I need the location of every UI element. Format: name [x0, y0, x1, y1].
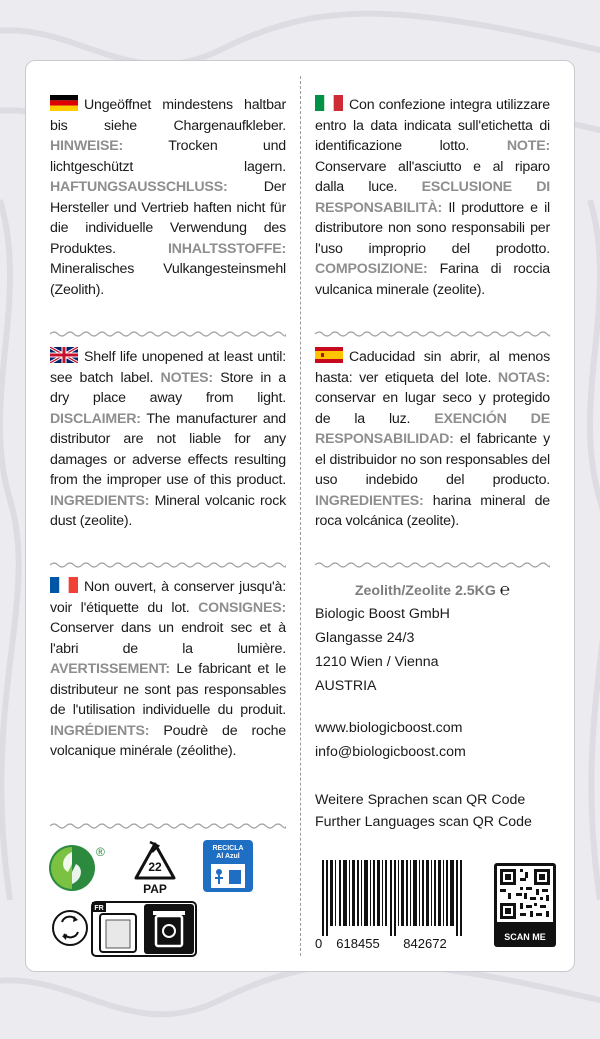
pap-number: 22	[148, 860, 162, 874]
company-street: Glangasse 24/3	[315, 630, 415, 646]
es-disclaimer-text: el fabricante y el distribuidor no son responsables del uso indebido del producto.	[315, 431, 550, 488]
uk-flag-icon	[50, 347, 78, 363]
it-notes-label: NOTE:	[506, 138, 550, 154]
it-disclaimer-label: ESCLUSIONE DI RESPONSABILITÀ:	[315, 179, 551, 216]
en-shelf-life: Shelf life unopened at least until: see batch label.	[50, 349, 286, 386]
english-block	[50, 347, 286, 532]
en-notes-text: Store in a dry place away from light.	[50, 369, 287, 406]
product-name-line	[315, 580, 550, 602]
qr-hint-en: Further Languages scan QR Code	[315, 814, 532, 830]
pap-label: PAP	[143, 882, 167, 896]
pap-recycle-icon	[130, 840, 180, 896]
product-name: Zeolith/Zeolite 2.5KG	[354, 583, 496, 599]
company-country: AUSTRIA	[315, 678, 377, 694]
de-notes-label: HINWEISE:	[50, 138, 124, 154]
en-disclaimer-label: DISCLAIMER:	[50, 410, 141, 427]
company-city: 1210 Wien / Vienna	[315, 654, 439, 670]
es-notes-label: NOTAS:	[497, 369, 550, 386]
en-notes-label: NOTES:	[160, 369, 213, 386]
triman-icon	[48, 898, 198, 958]
de-ingredients-text: Mineralisches Vulkangesteinsmehl (Zeolith).	[50, 261, 286, 298]
fr-disclaimer-text: Le fabricant et le distributeur ne sont pas responsables de l'utilisation individuelle du produit.	[50, 661, 287, 718]
registered-mark: ®	[96, 845, 105, 859]
wavy-separator	[315, 330, 550, 338]
fr-notes-text: Conserver dans un endroit sec et à l'abri de la lumière.	[50, 620, 286, 657]
qr-hint-de: Weitere Sprachen scan QR Code	[315, 792, 526, 808]
fr-shelf-life: Non ouvert, à conserver jusqu'à: voir l'étiquette du lot.	[50, 579, 286, 616]
wavy-separator	[50, 561, 286, 569]
it-ingredients-text: Farina di roccia vulcanica minerale (zeolite).	[315, 261, 550, 298]
de-disclaimer-label: HAFTUNGSAUSSCHLUSS:	[50, 179, 228, 195]
barcode-group-1: 618455	[336, 936, 380, 951]
recicla-line1: RECICLA	[212, 845, 244, 852]
scan-me-label: SCAN ME	[504, 932, 546, 942]
estimated-mark: ℮	[499, 580, 511, 599]
italian-block	[315, 95, 550, 300]
es-disclaimer-label: EXENCIÓN DE RESPONSABILIDAD:	[315, 410, 550, 447]
wavy-separator	[315, 561, 550, 569]
en-ingredients-text: Mineral volcanic rock dust (zeolite).	[50, 492, 286, 529]
barcode-digit-1: 0	[315, 936, 323, 951]
german-block	[50, 95, 286, 300]
wavy-separator	[50, 330, 286, 338]
qr-code[interactable]	[494, 863, 556, 947]
de-shelf-life: Ungeöffnet mindestens haltbar bis siehe Chargenaufkleber.	[50, 97, 286, 134]
email-link[interactable]: info@biologicboost.com	[315, 744, 466, 760]
wavy-separator	[50, 822, 286, 830]
company-name: Biologic Boost GmbH	[315, 606, 450, 622]
website-link[interactable]: www.biologicboost.com	[315, 720, 463, 736]
column-divider	[300, 76, 301, 956]
france-flag-icon	[50, 577, 78, 593]
en-ingredients-label: INGREDIENTS:	[50, 492, 150, 509]
recicla-azul-icon	[203, 840, 253, 892]
it-shelf-life: Con confezione integra utilizzare entro la data indicata sull'etichetta di identificazione lotto.	[315, 97, 550, 154]
de-disclaimer-text: Der Hersteller und Vertrieb haften nicht für die individuelle Verwendung des Produktes.	[50, 179, 286, 257]
it-disclaimer-text: Il produttore e il distributore non sono responsabili per l'uso improprio del prodotto.	[315, 199, 550, 257]
fr-ingredients-text: Poudrè de roche volcanique minérale (zéolithe).	[50, 722, 286, 759]
it-ingredients-label: COMPOSIZIONE:	[315, 261, 428, 277]
es-ingredients-text: harina mineral de roca volcánica (zeolite).	[315, 492, 550, 529]
french-block	[50, 577, 286, 762]
fr-ingredients-label: INGRÉDIENTS:	[50, 722, 150, 739]
es-shelf-life: Caducidad sin abrir, al menos hasta: ver etiqueta del lote.	[315, 349, 550, 386]
green-dot-icon	[48, 842, 112, 894]
fr-notes-label: CONSIGNES:	[198, 599, 286, 616]
de-ingredients-label: INHALTSSTOFFE:	[167, 240, 286, 257]
spain-flag-icon	[315, 347, 343, 363]
spanish-block	[315, 347, 550, 532]
en-disclaimer-text: The manufacturer and distributor are not liable for any damages or adverse effects resulting from the improper use of this product.	[50, 410, 286, 488]
es-notes-text: conservar en lugar seco y protegido de la luz.	[315, 390, 550, 427]
it-notes-text: Conservare all'asciutto e al riparo dalla luce.	[315, 158, 550, 195]
italy-flag-icon	[315, 95, 343, 111]
fr-disclaimer-label: AVERTISSEMENT:	[50, 661, 170, 677]
es-ingredients-label: INGREDIENTES:	[315, 492, 424, 509]
barcode-group-2: 842672	[403, 936, 447, 951]
triman-code: FR	[94, 905, 104, 912]
recicla-line2: Al Azul	[216, 853, 240, 860]
germany-flag-icon	[50, 95, 78, 111]
barcode	[312, 860, 482, 952]
de-notes-text: Trocken und lichtgeschützt lagern.	[50, 138, 286, 175]
